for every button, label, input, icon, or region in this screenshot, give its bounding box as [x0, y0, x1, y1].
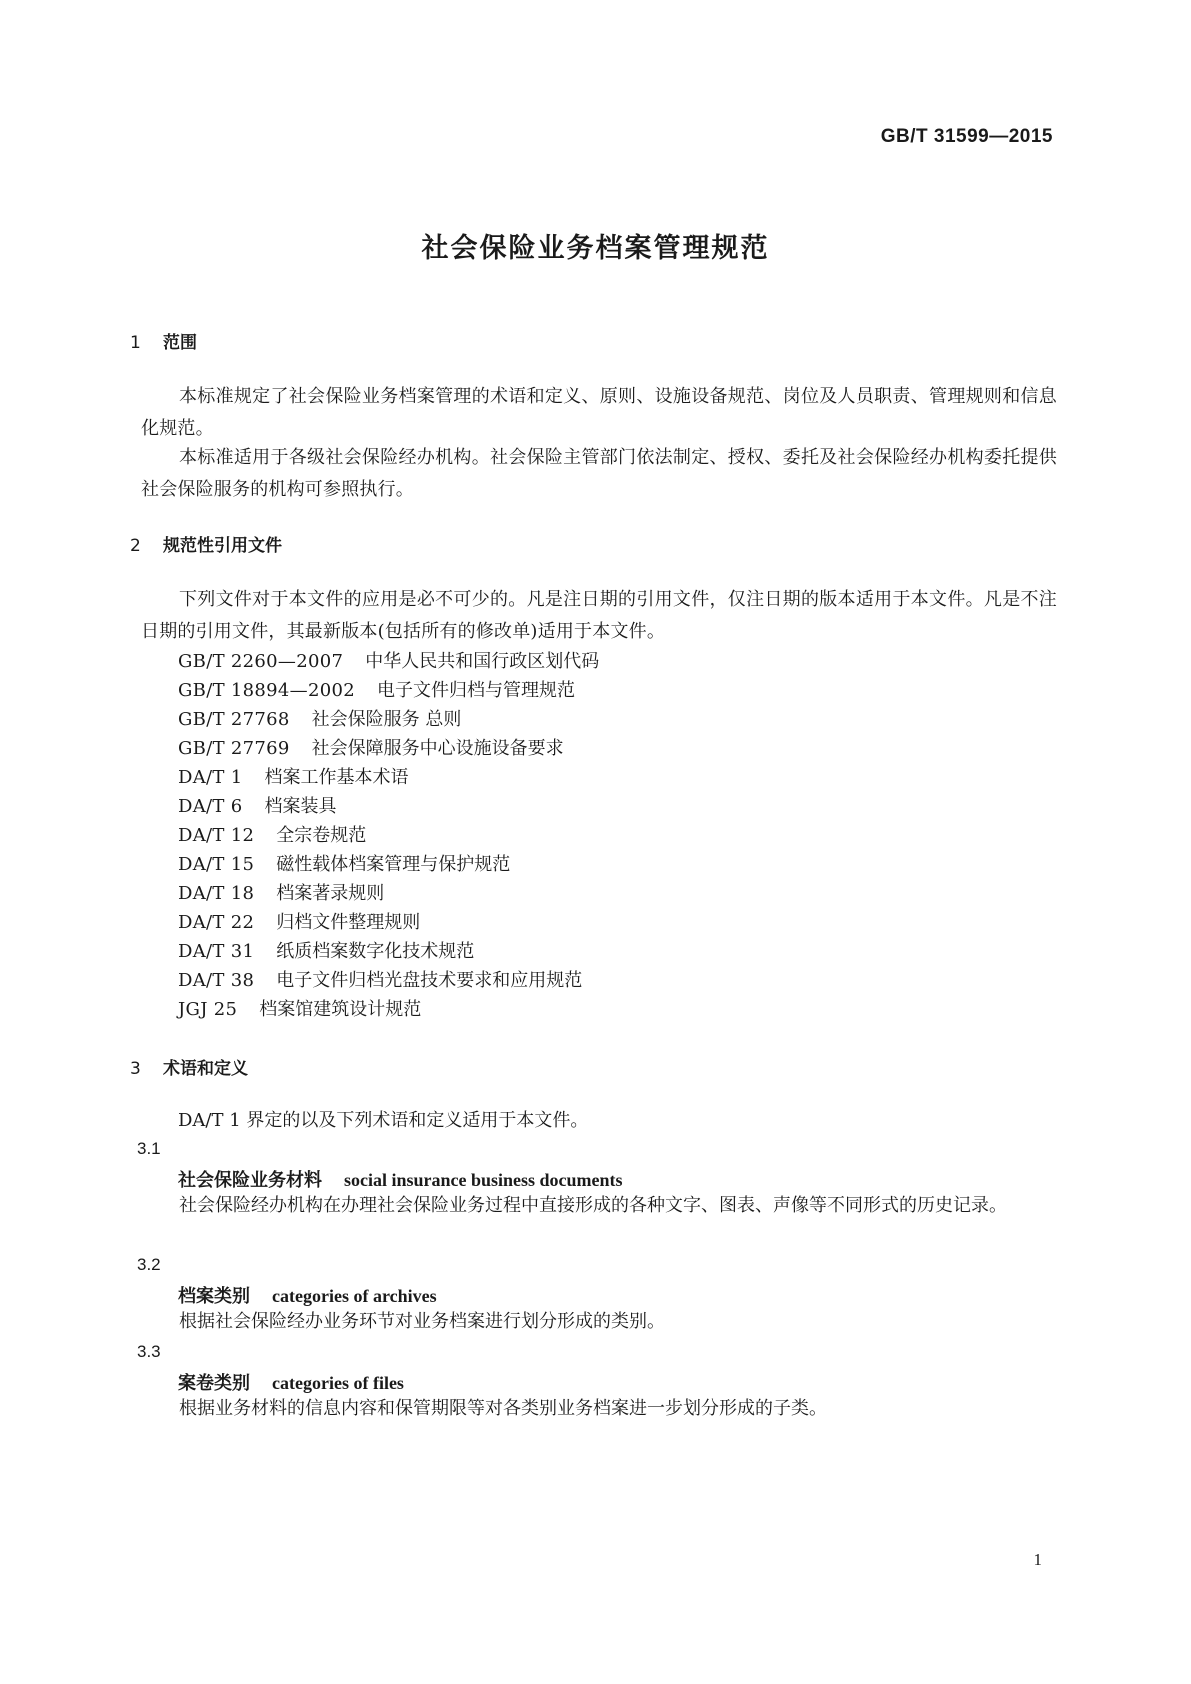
term-entry	[178, 1282, 437, 1308]
reference-title: 中华人民共和国行政区划代码	[365, 651, 600, 672]
section-1-heading	[130, 328, 197, 353]
reference-item	[178, 908, 420, 934]
reference-code: DA/T 15	[178, 854, 255, 875]
reference-item	[178, 647, 599, 673]
reference-code: DA/T 1	[178, 767, 243, 788]
term-english: social insurance business documents	[344, 1170, 623, 1190]
term-definition: 社会保险经办机构在办理社会保险业务过程中直接形成的各种文字、图表、声像等不同形式的历史记录。	[179, 1195, 1007, 1216]
reference-code: GB/T 27768	[178, 709, 290, 730]
reference-item	[178, 676, 575, 702]
clause-number: 3.1	[137, 1139, 161, 1158]
document-title: 社会保险业务档案管理规范	[421, 233, 770, 264]
reference-item	[178, 705, 461, 731]
term-definition: 根据业务材料的信息内容和保管期限等对各类别业务档案进一步划分形成的子类。	[179, 1398, 827, 1419]
reference-code: GB/T 2260—2007	[178, 651, 344, 672]
section-3-heading	[130, 1054, 248, 1079]
reference-item	[178, 937, 474, 963]
clause-number: 3.3	[137, 1342, 161, 1361]
term-chinese: 档案类别	[178, 1286, 250, 1307]
reference-item	[178, 966, 582, 992]
reference-title: 档案装具	[264, 796, 337, 817]
section-number: 1	[130, 333, 141, 353]
term-chinese: 案卷类别	[178, 1373, 250, 1394]
normative-references-intro: 下列文件对于本文件的应用是必不可少的。凡是注日期的引用文件，仅注日期的版本适用于本文件。凡是不注日期的引用文件，其最新版本(包括所有的修改单)适用于本文件。	[141, 589, 1057, 642]
section-title: 术语和定义	[163, 1059, 248, 1079]
reference-title: 磁性载体档案管理与保护规范	[276, 854, 511, 875]
term-english: categories of archives	[272, 1286, 437, 1306]
reference-item	[178, 821, 366, 847]
reference-item	[178, 763, 408, 789]
reference-code: DA/T 31	[178, 941, 255, 962]
reference-code: DA/T 12	[178, 825, 255, 846]
section-2-heading	[130, 531, 282, 556]
reference-title: 电子文件归档光盘技术要求和应用规范	[276, 970, 583, 991]
reference-item	[178, 995, 421, 1021]
reference-title: 电子文件归档与管理规范	[376, 680, 575, 701]
standard-code: GB/T 31599—2015	[880, 126, 1053, 147]
reference-title: 全宗卷规范	[276, 825, 367, 846]
term-entry	[178, 1369, 404, 1395]
section-title: 规范性引用文件	[163, 536, 282, 556]
reference-code: GB/T 18894—2002	[178, 680, 355, 701]
reference-title: 社会保险服务 总则	[311, 709, 462, 730]
section-number: 3	[130, 1059, 141, 1079]
reference-code: DA/T 22	[178, 912, 255, 933]
reference-title: 归档文件整理规则	[276, 912, 421, 933]
reference-item	[178, 792, 336, 818]
page-number: 1	[1033, 1550, 1042, 1569]
reference-title: 档案工作基本术语	[264, 767, 409, 788]
terms-intro: DA/T 1 界定的以及下列术语和定义适用于本文件。	[178, 1110, 589, 1131]
reference-title: 社会保障服务中心设施设备要求	[311, 738, 564, 759]
reference-title: 档案著录规则	[276, 883, 385, 904]
term-chinese: 社会保险业务材料	[178, 1170, 322, 1191]
reference-code: DA/T 38	[178, 970, 255, 991]
reference-item	[178, 850, 510, 876]
reference-code: GB/T 27769	[178, 738, 290, 759]
reference-title: 档案馆建筑设计规范	[259, 999, 422, 1020]
reference-code: JGJ 25	[178, 999, 238, 1020]
reference-item	[178, 734, 564, 760]
reference-title: 纸质档案数字化技术规范	[276, 941, 475, 962]
reference-code: DA/T 18	[178, 883, 255, 904]
term-definition: 根据社会保险经办业务环节对业务档案进行划分形成的类别。	[179, 1311, 665, 1332]
scope-paragraph-1: 本标准规定了社会保险业务档案管理的术语和定义、原则、设施设备规范、岗位及人员职责、管理规则和信息化规范。	[141, 386, 1057, 439]
clause-number: 3.2	[137, 1255, 161, 1274]
section-title: 范围	[163, 333, 197, 353]
scope-paragraph-2: 本标准适用于各级社会保险经办机构。社会保险主管部门依法制定、授权、委托及社会保险经办机构委托提供社会保险服务的机构可参照执行。	[141, 447, 1057, 500]
term-english: categories of files	[272, 1373, 404, 1393]
reference-code: DA/T 6	[178, 796, 243, 817]
section-number: 2	[130, 536, 141, 556]
reference-item	[178, 879, 384, 905]
term-entry	[178, 1166, 623, 1192]
